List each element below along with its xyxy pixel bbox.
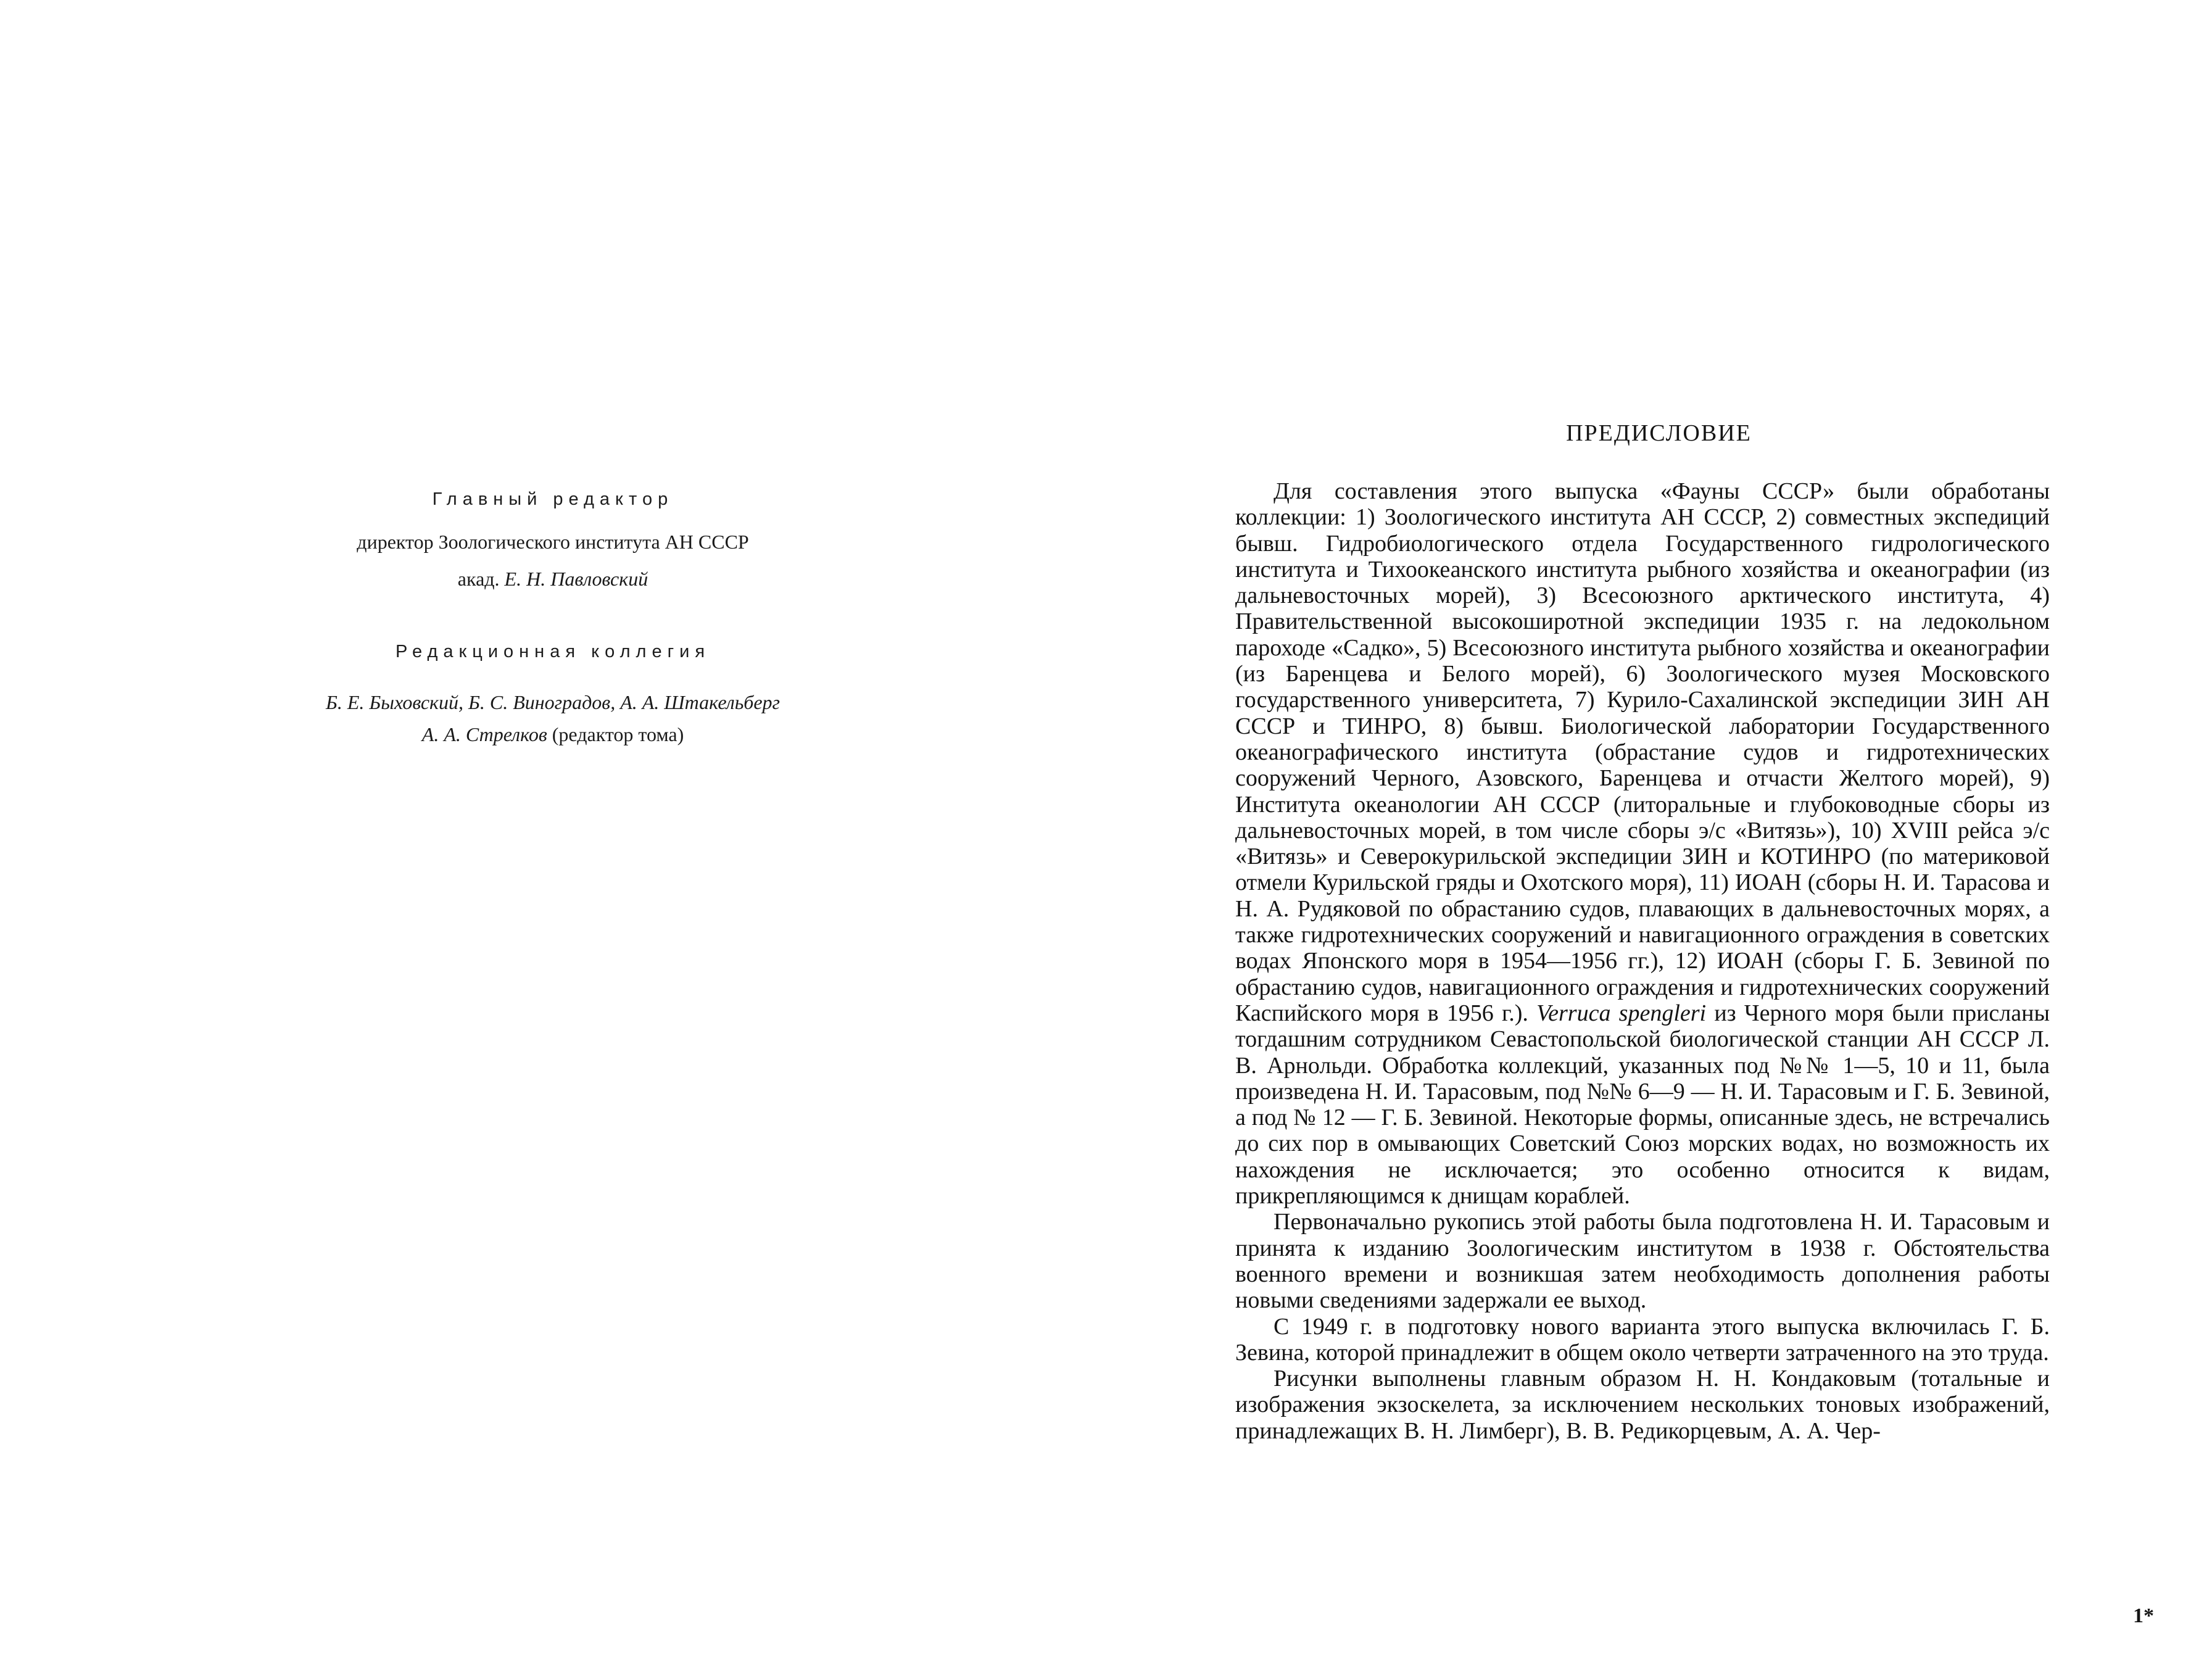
preface-body: [1235, 478, 2050, 1444]
board-members: Б. Е. Быховский, Б. С. Виноградов, А. А. Штакельберг: [325, 691, 781, 713]
board-heading: Редакционная коллегия: [395, 642, 711, 661]
chief-editor-title: акад.: [457, 568, 500, 590]
paragraph-1-part-b: из Черного моря были присланы тогдашним сотрудником Севастопольской биологической станции АН СССР Л. В. Арнольди. Обработка коллекций, указанных под №№ 1—5, 10 и 11, была произведена Н. И. Тарасовым, под №№ 6—9 — Н. И. Тарасовым и Г. Б. Зевиной, а под № 12 — Г. Б. Зевиной. Некоторые формы, описанные здесь, не встречались до сих пор в омывающих Советский Союз морских водах, но возможность их нахождения не исключается; это особенно относится к видам, прикрепляющимся к днищам кораблей.: [1235, 1000, 2050, 1209]
volume-editor-line: [0, 723, 1106, 746]
right-page: [1106, 0, 2212, 1663]
species-name: Verruca spengleri: [1536, 1000, 1707, 1026]
chief-editor-position: директор Зоологического института АН СССР: [357, 531, 749, 553]
chief-editor-line: [0, 568, 1106, 591]
preface-paragraph-3: С 1949 г. в подготовку нового варианта этого выпуска включилась Г. Б. Зевина, которой принадлежит в общем около четверти затраченного на это труда.: [1235, 1313, 2050, 1366]
preface-paragraph-2: Первоначально рукопись этой работы была подготовлена Н. И. Тарасовым и принята к изданию Зоологическим институтом в 1938 г. Обстоятельства военного времени и возникшая затем необходимость дополнения работы новыми сведениями задержали ее выход.: [1235, 1209, 2050, 1314]
chief-editor-heading: Главный редактор: [432, 489, 674, 509]
page-title: ПРЕДИСЛОВИЕ: [1566, 420, 1752, 446]
signature-mark: 1*: [2133, 1604, 2154, 1627]
preface-paragraph-4: Рисунки выполнены главным образом Н. Н. Кондаковым (тотальные и изображения экзоскелета, за исключением нескольких тоновых изображений, принадлежащих В. Н. Лимберг), В. В. Редикорцевым, А. А. Чер-: [1235, 1366, 2050, 1444]
volume-editor-role: (редактор тома): [552, 723, 684, 745]
volume-editor-name: А. А. Стрелков: [421, 723, 547, 745]
paragraph-1-part-a: Для составления этого выпуска «Фауны СССР» были обработаны коллекции: 1) Зоологического института АН СССР, 2) совместных экспедиций бывш. Гидробиологического отдела Государственного гидрологического института и Тихоокеанского института рыбного хозяйства и океанографии (из дальневосточных морей), 3) Всесоюзного арктического института, 4) Правительственной высокоширотной экспедиции 1935 г. на ледокольном пароходе «Садко», 5) Всесоюзного института рыбного хозяйства и океанографии (из Баренцева и Белого морей), 6) Зоологического музея Московского государственного университета, 7) Курило-Сахалинской экспедиции ЗИН АН СССР и ТИНРО, 8) бывш. Биологической лаборатории Государственного океанографического института (обрастание судов и гидротехнических сооружений Черного, Азовского, Баренцева и отчасти Желтого морей), 9) Института океанологии АН СССР (литоральные и глубоководные сборы из дальневосточных морей, в том числе сборы э/с «Витязь»), 10) XVIII рейса э/с «Витязь» и Северокурильской экспедиции ЗИН и КОТИНРО (по материковой отмели Курильской гряды и Охотского моря), 11) ИОАН (сборы Н. И. Тарасова и Н. А. Рудяковой по обрастанию судов, плавающих в дальневосточных морях, а также гидротехнических сооружений и навигационного ограждения в советских водах Японского моря в 1954—1956 гг.), 12) ИОАН (сборы Г. Б. Зевиной по обрастанию судов, навигационного ограждения и гидротехнических сооружений Каспийского моря в 1956 г.).: [1235, 478, 2050, 1026]
preface-paragraph-1: [1235, 478, 2050, 1209]
chief-editor-name: Е. Н. Павловский: [504, 568, 648, 590]
